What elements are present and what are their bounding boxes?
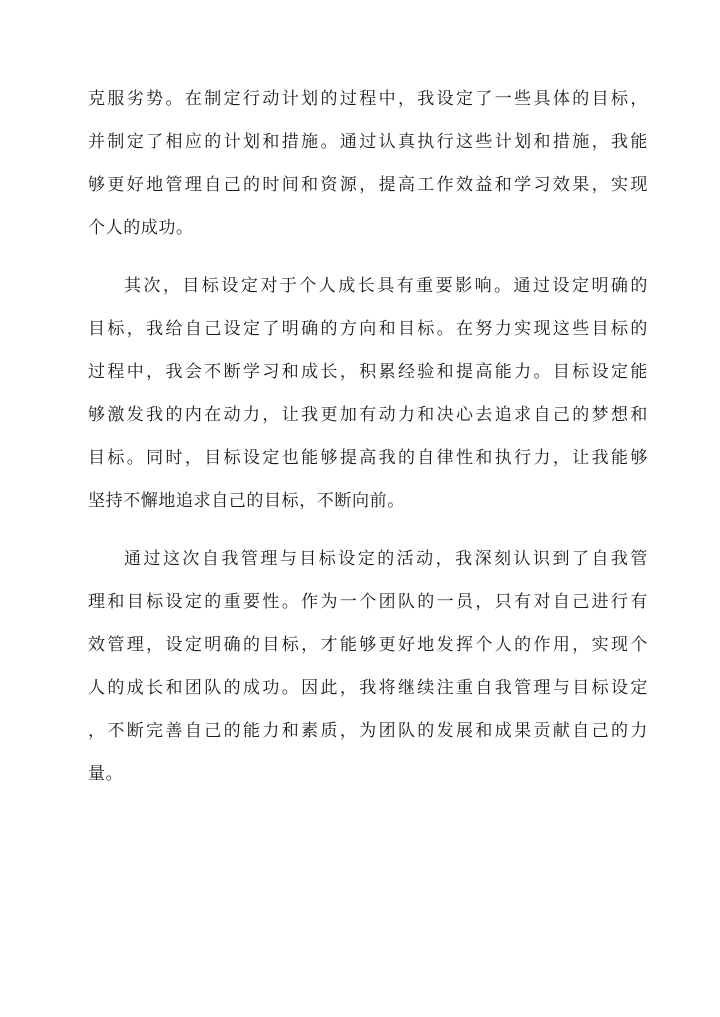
paragraph-2-line-5: 目标。同时，目标设定也能够提高我的自律性和执行力，让我能够 bbox=[88, 448, 648, 468]
paragraph-3-line-6: 量。 bbox=[88, 764, 124, 784]
paragraph-2-line-6: 坚持不懈地追求自己的目标，不断向前。 bbox=[88, 491, 405, 511]
paragraph-2-line-1: 其次，目标设定对于个人成长具有重要影响。通过设定明确的 bbox=[124, 276, 648, 296]
paragraph-1-line-3: 够更好地管理自己的时间和资源，提高工作效益和学习效果，实现 bbox=[88, 175, 648, 195]
paragraph-1-line-1: 克服劣势。在制定行动计划的过程中，我设定了一些具体的目标， bbox=[88, 89, 648, 109]
paragraph-3-line-1: 通过这次自我管理与目标设定的活动，我深刻认识到了自我管 bbox=[124, 549, 648, 569]
paragraph-1-line-4: 个人的成功。 bbox=[88, 218, 194, 238]
paragraph-2-line-4: 够激发我的内在动力，让我更加有动力和决心去追求自己的梦想和 bbox=[88, 405, 648, 425]
paragraph-3-line-4: 人的成长和团队的成功。因此，我将继续注重自我管理与目标设定 bbox=[88, 678, 648, 698]
paragraph-3-line-3: 效管理，设定明确的目标，才能够更好地发挥个人的作用，实现个 bbox=[88, 635, 648, 655]
paragraph-3-line-5: ，不断完善自己的能力和素质，为团队的发展和成果贡献自己的力 bbox=[88, 721, 648, 741]
paragraph-3-line-2: 理和目标设定的重要性。作为一个团队的一员，只有对自己进行有 bbox=[88, 592, 648, 612]
paragraph-2-line-2: 目标，我给自己设定了明确的方向和目标。在努力实现这些目标的 bbox=[88, 319, 648, 339]
paragraph-2-line-3: 过程中，我会不断学习和成长，积累经验和提高能力。目标设定能 bbox=[88, 362, 648, 382]
paragraph-1-line-2: 并制定了相应的计划和措施。通过认真执行这些计划和措施，我能 bbox=[88, 132, 648, 152]
